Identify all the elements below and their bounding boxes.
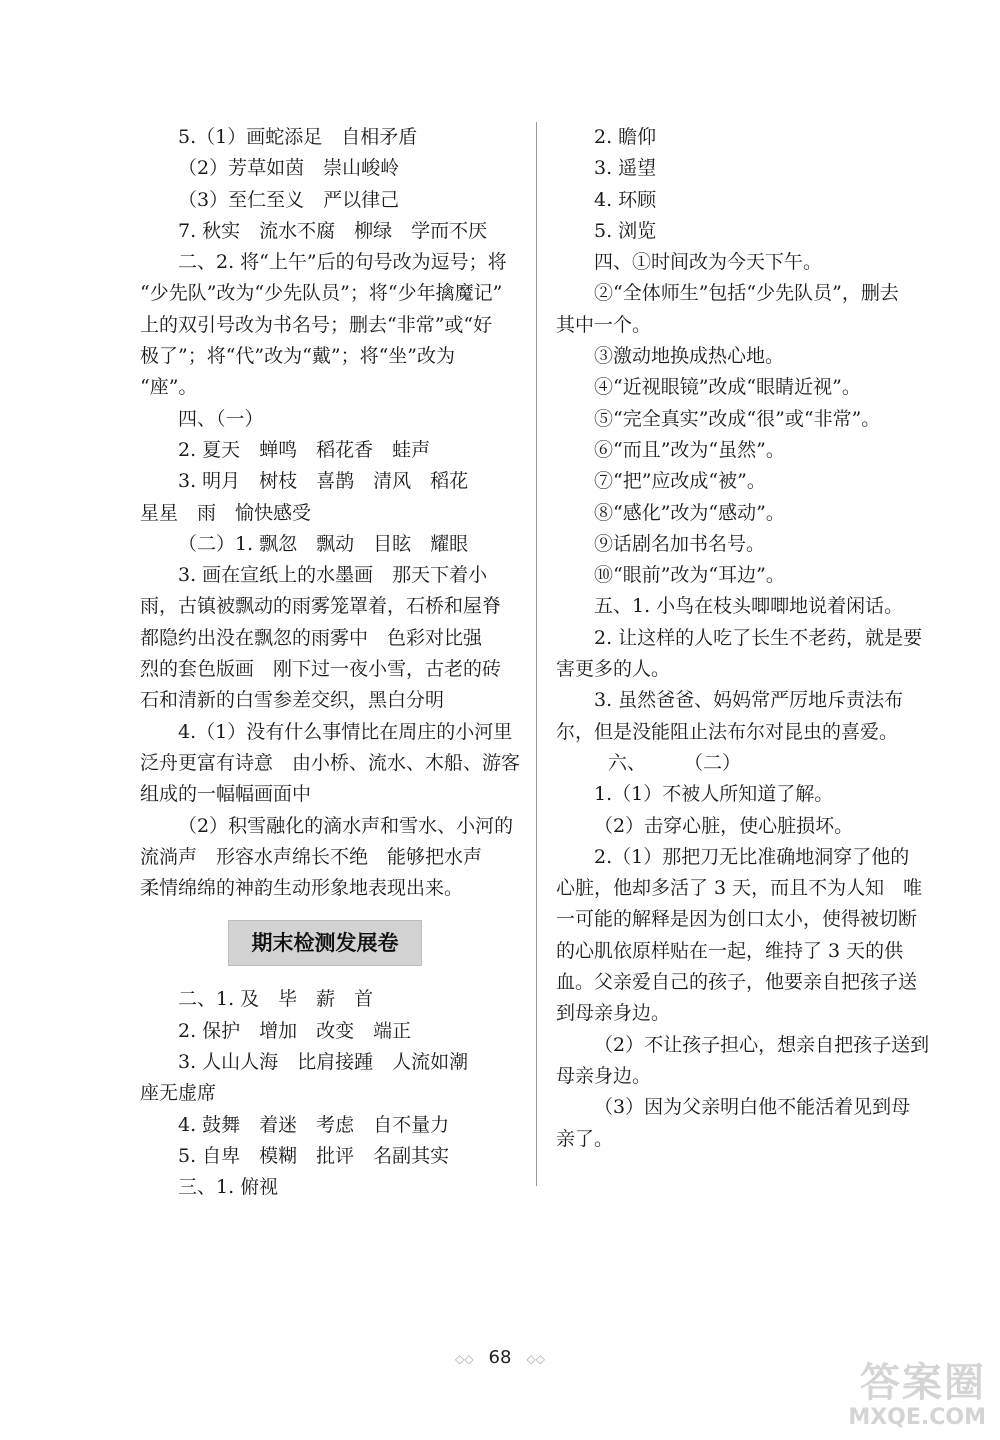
answer-line: 烈的套色版画 刚下过一夜小雪，古老的砖 (140, 658, 502, 681)
watermark-logo: 答案圈 (860, 1360, 986, 1406)
answer-line: 都隐约出没在飘忽的雨雾中 色彩对比强 (140, 626, 483, 649)
answer-line: 2. 让这样的人吃了长生不老药，就是要 (594, 626, 923, 649)
answer-line: “座”。 (140, 376, 198, 399)
answer-line: 五、1. 小鸟在枝头唧唧地说着闲话。 (594, 595, 904, 618)
answer-line: （3）因为父亲明白他不能活着见到母 (594, 1096, 911, 1119)
answer-line: 极了”；将“代”改为“戴”；将“坐”改为 (140, 345, 455, 368)
answer-line: （二）1. 飘忽 飘动 目眩 耀眼 (178, 532, 469, 555)
answer-line: ⑨话剧名加书名号。 (594, 532, 766, 555)
answer-line: 3. 遥望 (594, 157, 657, 180)
answer-line: 组成的一幅幅画面中 (140, 783, 312, 806)
answer-line: ③激动地换成热心地。 (594, 345, 785, 368)
answer-line: 3. 画在宣纸上的水墨画 那天下着小 (178, 564, 488, 587)
answer-line: “少先队”改为“少先队员”；将“少年擒魔记” (140, 282, 503, 305)
answer-line: 1.（1）不被人所知道了解。 (594, 783, 834, 806)
answer-line: 5. 浏览 (594, 219, 657, 242)
answer-line: 泛舟更富有诗意 由小桥、流水、木船、游客 (140, 751, 521, 774)
answer-line: 一可能的解释是因为创口太小，使得被切断 (556, 908, 918, 931)
answer-line: 的心肌依原样贴在一起，维持了 3 天的供 (556, 939, 904, 962)
column-divider (536, 122, 537, 1186)
answer-line: ④“近视眼镜”改成“眼睛近视”。 (594, 376, 861, 399)
answer-line: 上的双引号改为书名号；删去“非常”或“好 (140, 313, 493, 336)
answer-line: 座无虚席 (140, 1082, 217, 1105)
answer-line: 二、1. 及 毕 薪 首 (178, 988, 374, 1011)
ornament-right-icon: ◇◇ (526, 1351, 546, 1366)
answer-line: 2. 夏天 蝉鸣 稻花香 蛙声 (178, 438, 431, 461)
ornament-left-icon: ◇◇ (454, 1351, 474, 1366)
answer-line: 3. 明月 树枝 喜鹊 清风 稻花 (178, 470, 469, 493)
answer-line: 2.（1）那把刀无比准确地洞穿了他的 (594, 845, 910, 868)
answer-line: ②“全体师生”包括“少先队员”，删去 (594, 282, 899, 305)
section-title: 期末检测发展卷 (228, 920, 422, 966)
answer-line: 四、（一） (178, 407, 264, 430)
answer-line: 母亲身边。 (556, 1064, 652, 1087)
right-column (556, 122, 938, 1155)
answer-line: 石和清新的白雪参差交织，黑白分明 (140, 689, 445, 712)
answer-line: 5.（1）画蛇添足 自相矛盾 (178, 126, 418, 148)
answer-line: ⑩“眼前”改为“耳边”。 (594, 564, 785, 587)
answer-line: 二、2. 将“上午”后的句号改为逗号；将 (178, 251, 507, 274)
answer-line: （2）芳草如茵 崇山峻岭 (178, 157, 400, 180)
answer-line: 六、 （二） (608, 751, 742, 774)
answer-line: 亲了。 (556, 1127, 614, 1150)
answer-line: 尔，但是没能阻止法布尔对昆虫的喜爱。 (556, 720, 899, 743)
answer-line: （2）不让孩子担心，想亲自把孩子送到 (594, 1033, 930, 1056)
answer-line: 血。父亲爱自己的孩子，他要亲自把孩子送 (556, 971, 918, 994)
answer-line: 害更多的人。 (556, 658, 671, 681)
section-banner (140, 904, 520, 984)
answer-line: ⑤“完全真实”改成“很”或“非常”。 (594, 407, 881, 430)
answer-line: （3）至仁至义 严以律己 (178, 188, 400, 211)
answer-line: 到母亲身边。 (556, 1002, 671, 1025)
answer-line: ⑥“而且”改为“虽然”。 (594, 438, 785, 461)
answer-line: 4. 环顾 (594, 188, 657, 211)
answer-line: ⑧“感化”改为“感动”。 (594, 501, 785, 524)
answer-line: 2. 保护 增加 改变 端正 (178, 1019, 412, 1042)
answer-line: ⑦“把”应改成“被”。 (594, 470, 766, 493)
answer-line: 2. 瞻仰 (594, 126, 657, 148)
answer-line: 心脏，他却多活了 3 天，而且不为人知 唯 (556, 877, 923, 900)
watermark (796, 1360, 986, 1430)
answer-line: 4. 鼓舞 着迷 考虑 自不量力 (178, 1113, 450, 1136)
watermark-url: MXQE.COM (848, 1405, 986, 1430)
answer-line: 7. 秋实 流水不腐 柳绿 学而不厌 (178, 219, 488, 242)
answer-line: 3. 虽然爸爸、妈妈常严厉地斥责法布 (594, 689, 904, 712)
answer-line: 流淌声 形容水声绵长不绝 能够把水声 (140, 845, 483, 868)
answer-line: 3. 人山人海 比肩接踵 人流如潮 (178, 1051, 469, 1074)
answer-line: 其中一个。 (556, 313, 652, 336)
answer-line: 柔情绵绵的神韵生动形象地表现出来。 (140, 877, 464, 900)
answer-line: 三、1. 俯视 (178, 1176, 279, 1199)
answer-line: 5. 自卑 模糊 批评 名副其实 (178, 1144, 450, 1167)
answer-line: （2）积雪融化的滴水声和雪水、小河的 (178, 814, 514, 837)
answer-line: 4.（1）没有什么事情比在周庄的小河里 (178, 720, 513, 743)
answer-line: （2）击穿心脏，使心脏损坏。 (594, 814, 854, 837)
page-number: 68 (488, 1347, 512, 1368)
left-column (140, 122, 520, 1204)
answer-line: 星星 雨 愉快感受 (140, 501, 312, 524)
answer-line: 四、①时间改为今天下午。 (594, 251, 823, 274)
answer-line: 雨，古镇被飘动的雨雾笼罩着，石桥和屋脊 (140, 595, 502, 618)
